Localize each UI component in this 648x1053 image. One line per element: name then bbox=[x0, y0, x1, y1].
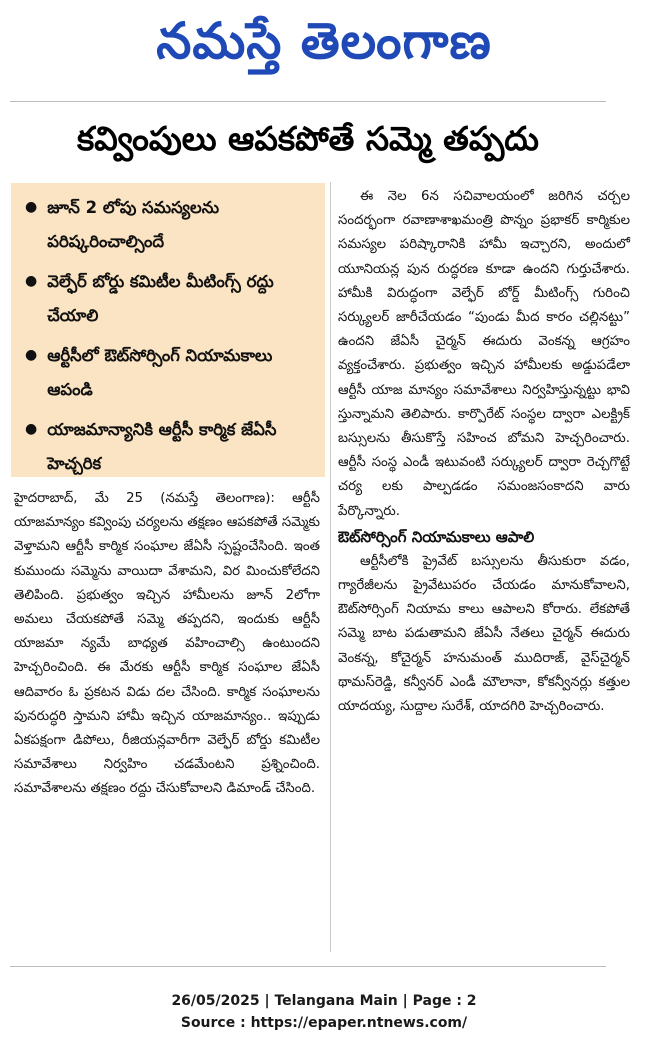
highlight-item bbox=[25, 413, 317, 481]
column-divider bbox=[330, 182, 331, 952]
bullet-icon: ● bbox=[25, 347, 38, 363]
article-right-column bbox=[338, 185, 630, 719]
masthead-title: నమస్తే తెలంగాణ bbox=[156, 12, 492, 70]
bullet-icon: ● bbox=[25, 199, 38, 215]
highlights-box bbox=[11, 183, 325, 477]
article-paragraph: హైదరాబాద్, మే 25 (నమస్తే తెలంగాణ): ఆర్టీసీ యాజమాన్యం కవ్వింపు చర్యలను తక్షణం ఆపకపోతే సమ్మెకు వెళ్తామని ఆర్టీసీ కార్మిక సంఘాల జేఏసీ స్పష్టంచేసింది. ఇంత కుముందు సమ్మెను వాయిదా వేశామని, విర మించుకోలేదని తెలిపింది. ప్రభుత్వం ఇచ్చిన హామీలను జూన్ 2లోగా అమలు చేయకపోతే సమ్మె తప్పదని, ఇందుకు ఆర్టీసీ యాజమా న్యమే బాధ్యత వహించాల్సి ఉంటుందని హెచ్చరించింది. ఈ మేరకు ఆర్టీసీ కార్మిక సంఘాల జేఏసీ ఆదివారం ఓ ప్రకటన విడు దల చేసింది. కార్మిక సంఘాలను పునరుద్ధరి స్తామని హామీ ఇచ్చిన యాజమాన్యం.. ఇప్పుడు ఏకపక్షంగా డిపోలు, రీజియన్లవారీగా వెల్ఫేర్ బోర్డు కమిటీల సమావేశాలు నిర్వహిం చడమేంటని ప్రశ్నించింది. సమావేశాలను తక్షణం రద్దు చేసుకోవాలని డిమాండ్ చేసింది. bbox=[14, 491, 320, 797]
article-paragraph: ఈ నెల 6న సచివాలయంలో జరిగిన చర్చల సందర్భంగా రవాణాశాఖమంత్రి పొన్నం ప్రభాకర్ కార్మికుల సమస్యల పరిష్కారానికి హామీ ఇచ్చారని, అందులో యూనియన్ల పున రుద్ధరణ కూడా ఉందని గుర్తుచేశారు. హామీకి విరుద్ధంగా వెల్ఫేర్ బోర్డ్ మీటింగ్స్ గురించి సర్క్యులర్ జారీచేయడం “పుండు మీద కారం చల్లినట్టు” ఉందని జేఏసీ చైర్మన్ ఈదురు వెంకన్న ఆగ్రహం వ్యక్తంచేశారు. ప్రభుత్వం ఇచ్చిన హామీలకు అడ్డుపడేలా ఆర్టీసీ యాజ మాన్యం సమావేశాలు నిర్వహిస్తున్నట్టు భావి స్తున్నామని తెలిపారు. కార్పొరేట్ సంస్థల ద్వారా ఎలక్ట్రిక్ బస్సులను తీసుకొస్తే సహించ బోమని హెచ్చరించారు. ఆర్టీసీ సంస్థ ఎండీ ఇటువంటి సర్క్యులర్ ద్వారా రెచ్చగొట్టే చర్య లకు పాల్పడడం సమంజసంకాదని వారు పేర్కొన్నారు. bbox=[338, 189, 630, 519]
highlight-item bbox=[25, 191, 317, 259]
highlight-text: యాజమాన్యానికి ఆర్టీసీ కార్మిక జేఏసీ హెచ్చరిక bbox=[47, 420, 277, 473]
bullet-icon: ● bbox=[25, 273, 38, 289]
article-subheading: ఔట్‌సోర్సింగ్ నియామకాలు ఆపాలి bbox=[338, 527, 535, 546]
highlight-text: ఆర్టీసీలో ఔట్‌సోర్సింగ్ నియామకాలు ఆపండి bbox=[47, 346, 273, 399]
footer-edition-line: 26/05/2025 | Telangana Main | Page : 2 bbox=[171, 993, 477, 1009]
highlight-item bbox=[25, 265, 317, 333]
bullet-icon: ● bbox=[25, 421, 38, 437]
article-left-column bbox=[14, 487, 320, 802]
masthead bbox=[0, 6, 648, 76]
article-paragraph: ఆర్టీసీలోకి ప్రైవేట్ బస్సులను తీసుకురా వడం, గ్యారేజీలను ప్రైవేటుపరం చేయడం మానుకోవాలని, ఔట్‌సోర్సింగ్ నియామ కాలు ఆపాలని కోరారు. లేకపోతే సమ్మె బాట పడుతామని జేఏసీ నేతలు చైర్మన్ ఈదురు వెంకన్న, కోచైర్మన్ హనుమంత్ ముదిరాజ్, వైస్‌చైర్మన్ థామస్‌రెడ్డి, కన్వీనర్ ఎండీ మౌలానా, కోకన్వీనర్లు కత్తుల యాదయ్య, సుద్దాల సురేశ్, యాదగిరి హెచ్చరించారు. bbox=[338, 553, 630, 715]
highlight-item bbox=[25, 339, 317, 407]
masthead-rule bbox=[10, 101, 606, 102]
footer-source-line: Source : https://epaper.ntnews.com/ bbox=[180, 1015, 468, 1031]
highlight-text: జూన్ 2 లోపు సమస్యలను పరిష్కరించాల్సిందే bbox=[47, 198, 220, 251]
footer-rule bbox=[10, 966, 606, 967]
highlight-text: వెల్ఫేర్ బోర్డు కమిటీల మీటింగ్స్ రద్దు చేయాలి bbox=[47, 272, 274, 325]
headline: కవ్వింపులు ఆపకపోతే సమ్మె తప్పదు bbox=[77, 119, 539, 158]
